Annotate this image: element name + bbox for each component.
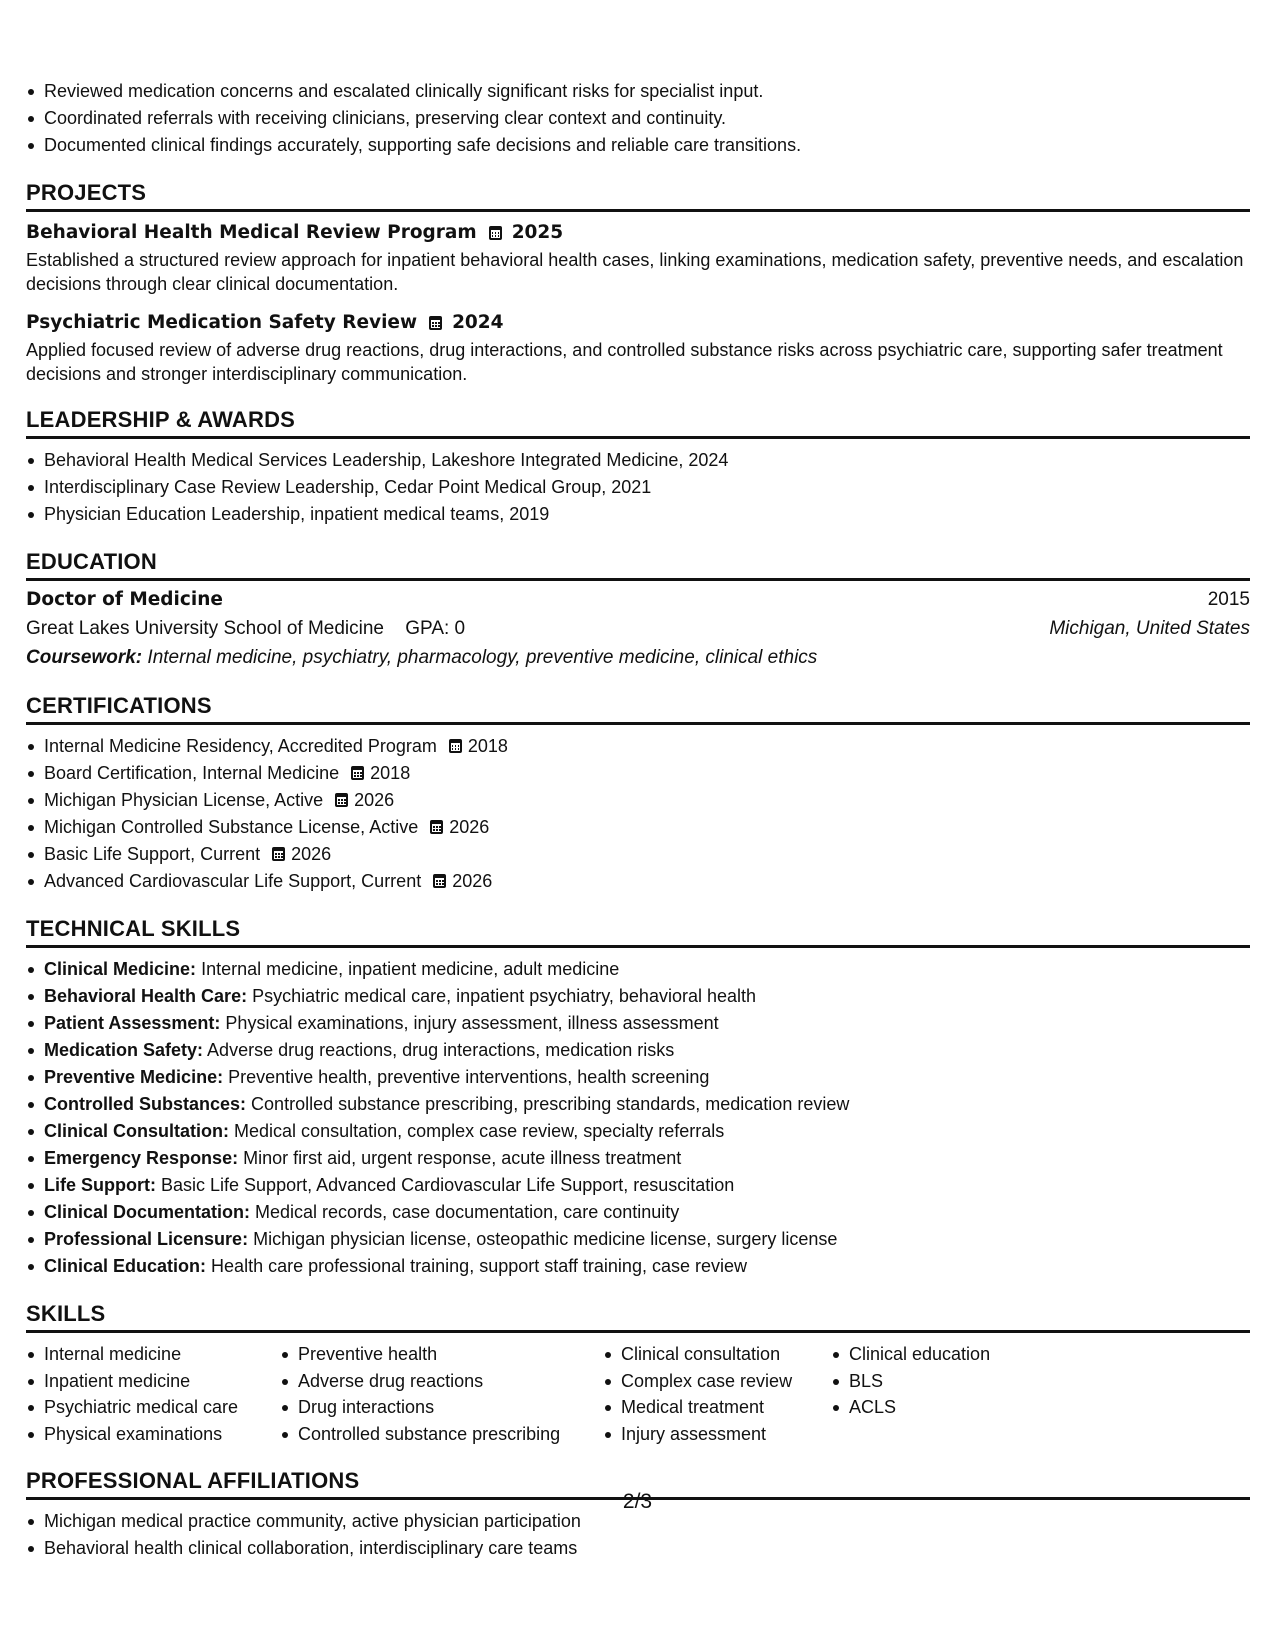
- project-name: Psychiatric Medication Safety Review: [26, 312, 418, 333]
- section-title-certifications: CERTIFICATIONS: [26, 692, 1250, 725]
- calendar-icon: [433, 874, 446, 888]
- list-item: Injury assessment: [621, 1421, 831, 1448]
- section-title-technical-skills: TECHNICAL SKILLS: [26, 915, 1250, 948]
- calendar-icon: [429, 316, 442, 330]
- list-item: Controlled Substances: Controlled substance prescribing, prescribing standards, medication review: [44, 1091, 1250, 1118]
- project-name: Behavioral Health Medical Review Program: [26, 222, 477, 243]
- coursework-list: Internal medicine, psychiatry, pharmacology, preventive medicine, clinical ethics: [147, 647, 818, 668]
- skills-column: [831, 1341, 1049, 1447]
- section-title-affiliations: PROFESSIONAL AFFILIATIONS: [26, 1467, 1250, 1500]
- list-item: Physician Education Leadership, inpatient medical teams, 2019: [44, 501, 1250, 528]
- list-item: Clinical Consultation: Medical consultation, complex case review, specialty referrals: [44, 1118, 1250, 1145]
- list-item: Internal medicine: [44, 1341, 280, 1368]
- list-item: Physical examinations: [44, 1421, 280, 1448]
- calendar-icon: [489, 226, 502, 240]
- list-item: Board Certification, Internal Medicine 2018: [44, 760, 1250, 787]
- calendar-icon: [335, 793, 348, 807]
- list-item: ACLS: [849, 1394, 1049, 1421]
- projects-section: [26, 179, 1250, 386]
- calendar-icon: [351, 766, 364, 780]
- list-item: Drug interactions: [298, 1394, 603, 1421]
- experience-bullets: [26, 78, 1250, 159]
- affiliations-section: [26, 1467, 1250, 1562]
- section-title-projects: PROJECTS: [26, 179, 1250, 212]
- list-item: Life Support: Basic Life Support, Advanced Cardiovascular Life Support, resuscitation: [44, 1172, 1250, 1199]
- list-item: Clinical education: [849, 1341, 1049, 1368]
- list-item: Complex case review: [621, 1368, 831, 1395]
- skills-section: [26, 1300, 1250, 1447]
- leadership-section: [26, 406, 1250, 528]
- coursework: [26, 643, 1250, 672]
- skills-columns: [26, 1333, 1250, 1447]
- list-item: Preventive Medicine: Preventive health, preventive interventions, health screening: [44, 1064, 1250, 1091]
- list-item: Behavioral health clinical collaboration, interdisciplinary care teams: [44, 1535, 1250, 1562]
- list-item: Reviewed medication concerns and escalated clinically significant risks for specialist input.: [44, 78, 1250, 105]
- list-item: Inpatient medicine: [44, 1368, 280, 1395]
- technical-skills-section: [26, 915, 1250, 1280]
- list-item: Michigan Controlled Substance License, Active 2026: [44, 814, 1250, 841]
- list-item: BLS: [849, 1368, 1049, 1395]
- list-item: Behavioral Health Care: Psychiatric medical care, inpatient psychiatry, behavioral health: [44, 983, 1250, 1010]
- list-item: Advanced Cardiovascular Life Support, Current 2026: [44, 868, 1250, 895]
- graduation-year: 2015: [1207, 589, 1250, 610]
- list-item: Michigan medical practice community, active physician participation: [44, 1508, 1250, 1535]
- project-description: Applied focused review of adverse drug reactions, drug interactions, and controlled substance risks across psychiatric care, supporting safer treatment decisions and stronger interdisciplinary communication.: [26, 340, 1223, 384]
- skills-column: [26, 1341, 280, 1447]
- project-item: [26, 310, 1250, 386]
- list-item: Michigan Physician License, Active 2026: [44, 787, 1250, 814]
- gpa: GPA: 0: [405, 618, 466, 639]
- list-item: Professional Licensure: Michigan physician license, osteopathic medicine license, surgery license: [44, 1226, 1250, 1253]
- list-item: Medical treatment: [621, 1394, 831, 1421]
- certifications-section: [26, 692, 1250, 895]
- degree-name: Doctor of Medicine: [26, 589, 223, 610]
- section-title-skills: SKILLS: [26, 1300, 1250, 1333]
- list-item: Clinical Education: Health care professional training, support staff training, case review: [44, 1253, 1250, 1280]
- page-number: 2/3: [622, 1490, 653, 1513]
- project-description: Established a structured review approach for inpatient behavioral health cases, linking examinations, medication safety, preventive needs, and escalation decisions through clear clinical documentation.: [26, 250, 1244, 294]
- skills-column: [603, 1341, 831, 1447]
- list-item: Internal Medicine Residency, Accredited Program 2018: [44, 733, 1250, 760]
- project-year: 2024: [452, 312, 504, 333]
- section-title-education: EDUCATION: [26, 548, 1250, 581]
- list-item: Psychiatric medical care: [44, 1394, 280, 1421]
- list-item: Medication Safety: Adverse drug reactions, drug interactions, medication risks: [44, 1037, 1250, 1064]
- list-item: Basic Life Support, Current 2026: [44, 841, 1250, 868]
- resume-page: [26, 78, 1250, 1562]
- calendar-icon: [430, 820, 443, 834]
- list-item: Behavioral Health Medical Services Leadership, Lakeshore Integrated Medicine, 2024: [44, 447, 1250, 474]
- project-year: 2025: [511, 222, 564, 243]
- project-item: [26, 220, 1250, 296]
- list-item: Interdisciplinary Case Review Leadership, Cedar Point Medical Group, 2021: [44, 474, 1250, 501]
- list-item: Controlled substance prescribing: [298, 1421, 603, 1448]
- list-item: Clinical Documentation: Medical records, case documentation, care continuity: [44, 1199, 1250, 1226]
- list-item: Preventive health: [298, 1341, 603, 1368]
- education-section: [26, 548, 1250, 672]
- list-item: Emergency Response: Minor first aid, urgent response, acute illness treatment: [44, 1145, 1250, 1172]
- school-name: Great Lakes University School of Medicine: [26, 618, 384, 639]
- calendar-icon: [272, 847, 285, 861]
- list-item: Coordinated referrals with receiving clinicians, preserving clear context and continuity.: [44, 105, 1250, 132]
- skills-column: [280, 1341, 603, 1447]
- school-location: Michigan, United States: [1049, 618, 1250, 639]
- list-item: Adverse drug reactions: [298, 1368, 603, 1395]
- list-item: Documented clinical findings accurately, supporting safe decisions and reliable care transitions.: [44, 132, 1250, 159]
- section-title-leadership: LEADERSHIP & AWARDS: [26, 406, 1250, 439]
- calendar-icon: [449, 739, 462, 753]
- list-item: Clinical Medicine: Internal medicine, inpatient medicine, adult medicine: [44, 956, 1250, 983]
- list-item: Patient Assessment: Physical examinations, injury assessment, illness assessment: [44, 1010, 1250, 1037]
- coursework-label: Coursework:: [26, 647, 143, 668]
- list-item: Clinical consultation: [621, 1341, 831, 1368]
